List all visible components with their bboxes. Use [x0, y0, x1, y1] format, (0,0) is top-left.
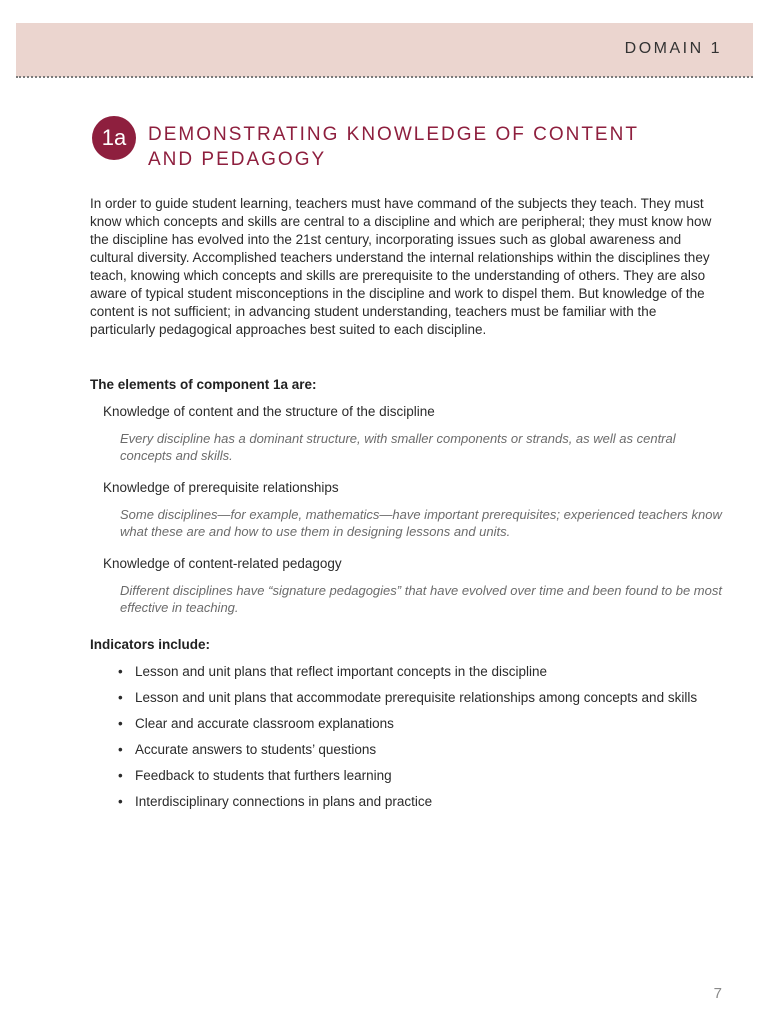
bullet-icon: •: [118, 768, 123, 783]
element-name: Knowledge of content and the structure of the discipline: [103, 404, 435, 419]
element-description: Every discipline has a dominant structure, with smaller components or strands, as well as central concepts and skills.: [120, 431, 676, 463]
header-dotted-rule: [16, 76, 753, 78]
element-item: [103, 555, 723, 616]
element-item: [103, 479, 723, 540]
indicator-item: [118, 663, 698, 681]
indicator-text: Interdisciplinary connections in plans and practice: [135, 794, 433, 809]
indicator-text: Feedback to students that furthers learning: [135, 768, 392, 783]
bullet-icon: •: [118, 716, 123, 731]
element-item: [103, 403, 723, 464]
intro-paragraph: In order to guide student learning, teachers must have command of the subjects they teach. They must know which concepts and skills are central to a discipline and which are peripheral; they must know how the discipline has evolved into the 21st century, incorporating issues such as global awareness and cultural diversity. Accomplished teachers understand the internal relationships within the disciplines they teach, knowing which concepts and skills are prerequisite to the understanding of others. They are also aware of typical student misconceptions in the discipline and work to dispel them. But knowledge of the content is not sufficient; in advancing student understanding, teachers must be familiar with the particularly pedagogical approaches best suited to each discipline.: [90, 196, 712, 337]
indicator-text: Lesson and unit plans that reflect important concepts in the discipline: [135, 664, 547, 679]
element-name: Knowledge of prerequisite relationships: [103, 480, 339, 495]
indicators-heading: Indicators include:: [90, 637, 211, 652]
elements-heading: The elements of component 1a are:: [90, 377, 317, 392]
indicator-item: [118, 793, 698, 811]
indicators-list: [118, 663, 698, 819]
title-line-2: AND PEDAGOGY: [148, 149, 327, 170]
bullet-icon: •: [118, 690, 123, 705]
indicator-item: [118, 689, 698, 707]
page-number: 7: [713, 985, 722, 1002]
bullet-icon: •: [118, 794, 123, 809]
indicator-text: Lesson and unit plans that accommodate prerequisite relationships among concepts and skills: [135, 690, 698, 705]
component-badge: 1a: [92, 116, 136, 160]
elements-list: [103, 403, 723, 631]
element-name: Knowledge of content-related pedagogy: [103, 556, 342, 571]
element-description: Some disciplines—for example, mathematics—have important prerequisites; experienced teachers know what these are and how to use them in designing lessons and units.: [120, 507, 722, 539]
indicator-item: [118, 741, 698, 759]
bullet-icon: •: [118, 742, 123, 757]
indicator-item: [118, 715, 698, 733]
indicator-text: Clear and accurate classroom explanations: [135, 716, 394, 731]
domain-label: DOMAIN 1: [624, 40, 722, 57]
title-line-1: DEMONSTRATING KNOWLEDGE OF CONTENT: [148, 124, 639, 145]
indicator-text: Accurate answers to students’ questions: [135, 742, 377, 757]
component-title: [148, 122, 708, 172]
indicator-item: [118, 767, 698, 785]
element-description: Different disciplines have “signature pedagogies” that have evolved over time and been found to be most effective in teaching.: [120, 583, 722, 615]
bullet-icon: •: [118, 664, 123, 679]
